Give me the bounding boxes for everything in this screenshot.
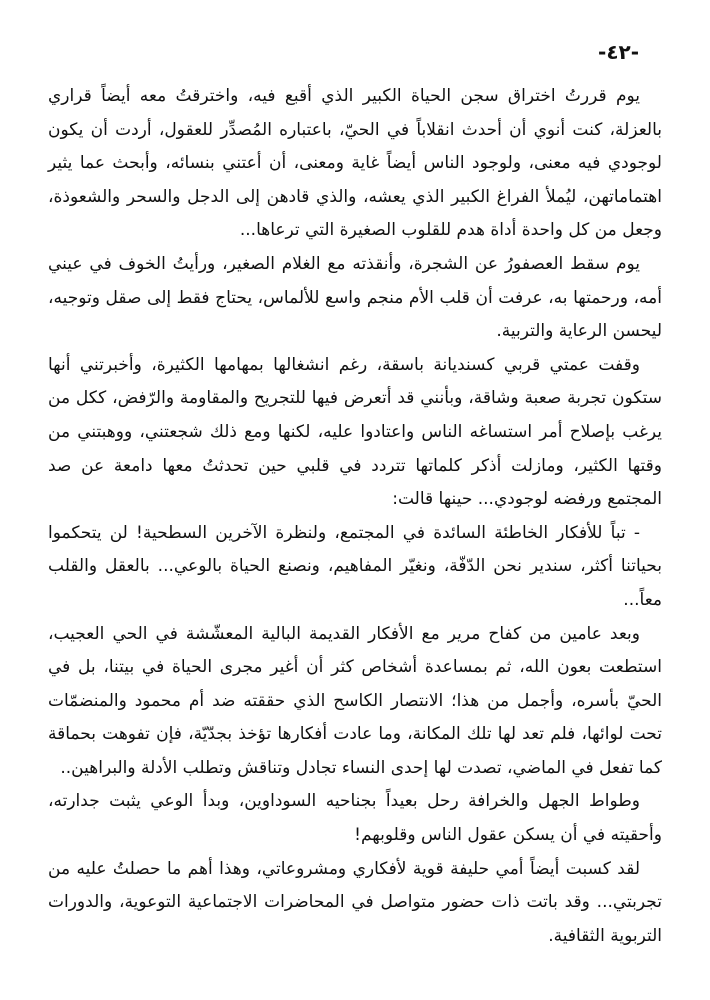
paragraph: يوم سقط العصفورُ عن الشجرة، وأنقذته مع الغلام الصغير، ورأيتُ الخوف في عيني أمه، ورحمتها به، عرفت أن قلب الأم منجم واسع للألماس، يحتاج فقط إلى صقل وتوجيه، ليحسن الرعاية والتربية. [48, 253, 662, 342]
paragraph: وقفت عمتي قربي كسنديانة باسقة، رغم انشغالها بمهامها الكثيرة، وأخبرتني أنها ستكون تجربة صعبة وشاقة، وبأنني قد أتعرض فيها للتجريح والمقاومة والرّفض، ككل من يرغب بإصلاح أمر استساغه الناس واعتادوا عليه، لكنها ومع ذلك شجعتني، ووهبتني من وقتها الكثير، ومازلت أذكر كلماتها تتردد في قلبي حين تحدثتُ معها دامعة عن صد المجتمع ورفضه لوجودي... حينها قالت: [48, 354, 662, 510]
paragraph: وبعد عامين من كفاح مرير مع الأفكار القديمة البالية المعشّشة في الحي العجيب، استطعت بعون الله، ثم بمساعدة أشخاص كثر أن أغير مجرى الحياة في بيتنا، بل في الحيّ بأسره، وأجمل من هذا؛ الانتصار الكاسح الذي حققته ضد أم محمود والمنضمّات تحت لوائها، فلم تعد لها تلك المكانة، وما عادت أفكارها تؤخذ بجدّيّة، فإن تفوهت بحماقة كما تفعل في الماضي، تصدت لها إحدى النساء تجادل وتناقش وتطلب الأدلة والبراهين.. [48, 623, 662, 778]
page-number: -٤٢- [598, 40, 640, 64]
paragraph: يوم قررتُ اختراق سجن الحياة الكبير الذي أقبع فيه، واخترقتُ معه أيضاً قراري بالعزلة، كنت أنوي أن أحدث انقلاباً في الحيّ، باعتباره المُصدِّر للعقول، أردت أن يكون لوجودي فيه معنى، ولوجود الناس أيضاً غاية ومعنى، أن أعتني بنسائه، وأبحث عما يثير اهتماماتهن، ليُملأ الفراغ الكبير الذي يعشه، والذي قادهن إلى الدجل والسحر والشعوذة، وجعل من كل واحدة أداة هدم للقلوب الصغيرة التي ترعاها... [48, 86, 662, 241]
paragraph: لقد كسبت أيضاً أمي حليفة قوية لأفكاري ومشروعاتي، وهذا أهم ما حصلتُ عليه من تجربتي... وقد باتت ذات حضور متواصل في المحاضرات الاجتماعية التوعوية، والدورات التربوية الثقافية. [48, 858, 662, 946]
body-text [48, 80, 662, 953]
paragraph: وطواط الجهل والخرافة رحل بعيداً بجناحيه السوداوين، وبدأ الوعي يثبت جدارته، وأحقيته في أن يسكن عقول الناس وقلوبهم! [48, 791, 662, 846]
paragraph: - تباً للأفكار الخاطئة السائدة في المجتمع، ولنظرة الآخرين السطحية! لن يتحكموا بحياتنا أكثر، سندير نحن الدّفّة، ونغيّر المفاهيم، ونصنع الحياة بالوعي... بالعقل والقلب معاً... [48, 522, 662, 610]
